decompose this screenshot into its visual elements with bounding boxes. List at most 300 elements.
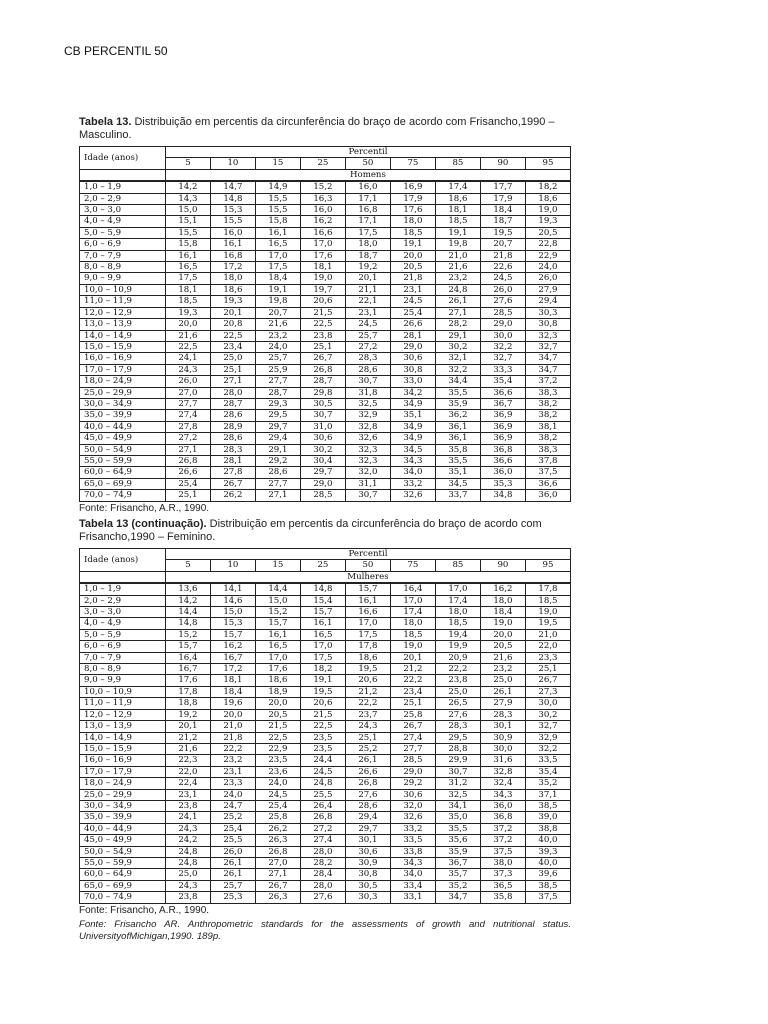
value-cell: 14,2 bbox=[165, 595, 210, 606]
value-cell: 19,4 bbox=[435, 629, 480, 640]
value-cell: 32,7 bbox=[525, 721, 570, 732]
age-cell: 3,0 – 3,0 bbox=[80, 205, 166, 216]
table-row bbox=[80, 629, 571, 640]
value-cell: 38,1 bbox=[525, 421, 570, 432]
value-cell: 33,7 bbox=[435, 490, 480, 501]
value-cell: 20,6 bbox=[345, 675, 390, 686]
value-cell: 24,8 bbox=[300, 778, 345, 789]
value-cell: 28,6 bbox=[210, 433, 255, 444]
value-cell: 26,0 bbox=[525, 273, 570, 284]
age-cell: 8,0 – 8,9 bbox=[80, 262, 166, 273]
value-cell: 27,2 bbox=[345, 341, 390, 352]
age-cell: 12,0 – 12,9 bbox=[80, 307, 166, 318]
value-cell: 30,6 bbox=[390, 789, 435, 800]
value-cell: 21,6 bbox=[165, 330, 210, 341]
value-cell: 22,8 bbox=[525, 239, 570, 250]
value-cell: 21,6 bbox=[255, 319, 300, 330]
value-cell: 26,8 bbox=[300, 812, 345, 823]
value-cell: 23,6 bbox=[255, 766, 300, 777]
value-cell: 28,2 bbox=[300, 857, 345, 868]
value-cell: 28,8 bbox=[435, 743, 480, 754]
value-cell: 37,2 bbox=[480, 823, 525, 834]
value-cell: 17,0 bbox=[390, 595, 435, 606]
value-cell: 20,0 bbox=[210, 709, 255, 720]
value-cell: 19,9 bbox=[435, 641, 480, 652]
value-cell: 36,9 bbox=[480, 433, 525, 444]
value-cell: 30,1 bbox=[345, 835, 390, 846]
value-cell: 25,0 bbox=[435, 686, 480, 697]
percentile-col-header: 10 bbox=[210, 158, 255, 169]
percentile-table-female bbox=[79, 548, 571, 904]
value-cell: 19,8 bbox=[255, 296, 300, 307]
value-cell: 25,1 bbox=[165, 490, 210, 501]
value-cell: 19,0 bbox=[390, 641, 435, 652]
value-cell: 26,7 bbox=[390, 721, 435, 732]
value-cell: 38,8 bbox=[525, 823, 570, 834]
value-cell: 24,0 bbox=[255, 778, 300, 789]
value-cell: 20,6 bbox=[300, 698, 345, 709]
value-cell: 17,6 bbox=[390, 205, 435, 216]
age-cell: 14,0 – 14,9 bbox=[80, 330, 166, 341]
value-cell: 29,0 bbox=[390, 341, 435, 352]
value-cell: 17,7 bbox=[480, 181, 525, 193]
age-cell: 50,0 – 54,9 bbox=[80, 846, 166, 857]
value-cell: 30,0 bbox=[480, 743, 525, 754]
value-cell: 27,4 bbox=[165, 410, 210, 421]
value-cell: 18,2 bbox=[300, 664, 345, 675]
header-row bbox=[80, 549, 571, 560]
value-cell: 24,0 bbox=[210, 789, 255, 800]
age-cell: 18,0 – 24,9 bbox=[80, 778, 166, 789]
value-cell: 27,8 bbox=[165, 421, 210, 432]
value-cell: 18,1 bbox=[300, 262, 345, 273]
age-cell: 12,0 – 12,9 bbox=[80, 709, 166, 720]
value-cell: 21,0 bbox=[435, 250, 480, 261]
table-row bbox=[80, 664, 571, 675]
value-cell: 30,7 bbox=[300, 410, 345, 421]
table-row bbox=[80, 709, 571, 720]
value-cell: 16,8 bbox=[210, 250, 255, 261]
value-cell: 34,3 bbox=[390, 455, 435, 466]
value-cell: 19,5 bbox=[300, 686, 345, 697]
value-cell: 26,8 bbox=[255, 846, 300, 857]
value-cell: 29,4 bbox=[525, 296, 570, 307]
value-cell: 24,1 bbox=[165, 812, 210, 823]
value-cell: 26,8 bbox=[300, 364, 345, 375]
value-cell: 34,0 bbox=[390, 869, 435, 880]
table-row bbox=[80, 789, 571, 800]
value-cell: 17,0 bbox=[300, 641, 345, 652]
value-cell: 18,7 bbox=[480, 216, 525, 227]
value-cell: 15,5 bbox=[255, 193, 300, 204]
age-cell: 7,0 – 7,9 bbox=[80, 250, 166, 261]
percentile-col-header: 15 bbox=[255, 158, 300, 169]
value-cell: 23,1 bbox=[210, 766, 255, 777]
table-source: Fonte: Frisancho, A.R., 1990. bbox=[79, 904, 210, 916]
value-cell: 20,6 bbox=[300, 296, 345, 307]
age-cell: 16,0 – 16,9 bbox=[80, 353, 166, 364]
value-cell: 34,9 bbox=[390, 421, 435, 432]
value-cell: 37,2 bbox=[480, 835, 525, 846]
table-row bbox=[80, 467, 571, 478]
value-cell: 16,6 bbox=[345, 607, 390, 618]
table-row bbox=[80, 595, 571, 606]
value-cell: 32,2 bbox=[525, 743, 570, 754]
value-cell: 22,0 bbox=[525, 641, 570, 652]
value-cell: 28,0 bbox=[210, 387, 255, 398]
page-title: CB PERCENTIL 50 bbox=[64, 44, 168, 58]
value-cell: 24,2 bbox=[165, 835, 210, 846]
value-cell: 29,7 bbox=[300, 467, 345, 478]
value-cell: 16,0 bbox=[210, 227, 255, 238]
value-cell: 21,6 bbox=[435, 262, 480, 273]
value-cell: 34,5 bbox=[435, 478, 480, 489]
value-cell: 35,5 bbox=[435, 387, 480, 398]
value-cell: 38,3 bbox=[525, 387, 570, 398]
value-cell: 23,4 bbox=[390, 686, 435, 697]
value-cell: 23,2 bbox=[210, 755, 255, 766]
value-cell: 16,7 bbox=[165, 664, 210, 675]
age-cell: 9,0 – 9,9 bbox=[80, 273, 166, 284]
value-cell: 27,6 bbox=[300, 892, 345, 903]
value-cell: 21,2 bbox=[165, 732, 210, 743]
value-cell: 21,1 bbox=[345, 284, 390, 295]
value-cell: 20,9 bbox=[435, 652, 480, 663]
value-cell: 38,2 bbox=[525, 398, 570, 409]
value-cell: 18,4 bbox=[210, 686, 255, 697]
value-cell: 30,7 bbox=[345, 376, 390, 387]
table-row bbox=[80, 892, 571, 903]
value-cell: 38,5 bbox=[525, 880, 570, 891]
age-cell: 7,0 – 7,9 bbox=[80, 652, 166, 663]
value-cell: 33,5 bbox=[525, 755, 570, 766]
percentile-col-header: 10 bbox=[210, 560, 255, 571]
value-cell: 17,8 bbox=[525, 583, 570, 595]
value-cell: 18,5 bbox=[435, 618, 480, 629]
value-cell: 28,0 bbox=[300, 846, 345, 857]
age-cell: 40,0 – 44,9 bbox=[80, 823, 166, 834]
value-cell: 22,5 bbox=[210, 330, 255, 341]
value-cell: 27,1 bbox=[255, 490, 300, 501]
group-row bbox=[80, 571, 571, 583]
value-cell: 26,6 bbox=[390, 319, 435, 330]
age-cell: 15,0 – 15,9 bbox=[80, 743, 166, 754]
value-cell: 18,1 bbox=[435, 205, 480, 216]
table-block-female bbox=[79, 518, 571, 943]
age-cell: 5,0 – 5,9 bbox=[80, 629, 166, 640]
value-cell: 28,4 bbox=[300, 869, 345, 880]
value-cell: 22,6 bbox=[480, 262, 525, 273]
value-cell: 19,5 bbox=[345, 664, 390, 675]
table-row bbox=[80, 376, 571, 387]
value-cell: 17,4 bbox=[390, 607, 435, 618]
table-row bbox=[80, 307, 571, 318]
value-cell: 37,5 bbox=[480, 846, 525, 857]
table-row bbox=[80, 398, 571, 409]
table-row bbox=[80, 341, 571, 352]
value-cell: 15,7 bbox=[300, 607, 345, 618]
value-cell: 35,9 bbox=[435, 398, 480, 409]
age-cell: 65,0 – 69,9 bbox=[80, 880, 166, 891]
value-cell: 14,8 bbox=[300, 583, 345, 595]
value-cell: 27,4 bbox=[300, 835, 345, 846]
value-cell: 32,7 bbox=[525, 341, 570, 352]
value-cell: 27,6 bbox=[435, 709, 480, 720]
value-cell: 32,3 bbox=[525, 330, 570, 341]
value-cell: 34,8 bbox=[480, 490, 525, 501]
value-cell: 25,1 bbox=[300, 341, 345, 352]
value-cell: 15,7 bbox=[345, 583, 390, 595]
age-cell: 10,0 – 10,9 bbox=[80, 284, 166, 295]
value-cell: 25,0 bbox=[210, 353, 255, 364]
value-cell: 15,2 bbox=[165, 629, 210, 640]
value-cell: 29,0 bbox=[300, 478, 345, 489]
value-cell: 19,7 bbox=[300, 284, 345, 295]
value-cell: 15,2 bbox=[300, 181, 345, 193]
value-cell: 16,9 bbox=[390, 181, 435, 193]
value-cell: 21,8 bbox=[480, 250, 525, 261]
value-cell: 36,5 bbox=[480, 880, 525, 891]
value-cell: 36,8 bbox=[480, 812, 525, 823]
table-row bbox=[80, 364, 571, 375]
value-cell: 23,2 bbox=[480, 664, 525, 675]
value-cell: 16,2 bbox=[210, 641, 255, 652]
table-caption bbox=[79, 518, 571, 544]
value-cell: 36,1 bbox=[435, 433, 480, 444]
percentile-col-header: 25 bbox=[300, 560, 345, 571]
value-cell: 19,5 bbox=[480, 227, 525, 238]
value-cell: 29,4 bbox=[255, 433, 300, 444]
value-cell: 39,0 bbox=[525, 812, 570, 823]
value-cell: 18,5 bbox=[390, 629, 435, 640]
value-cell: 26,3 bbox=[255, 892, 300, 903]
value-cell: 34,3 bbox=[480, 789, 525, 800]
value-cell: 31,2 bbox=[435, 778, 480, 789]
value-cell: 27,2 bbox=[300, 823, 345, 834]
value-cell: 24,3 bbox=[165, 823, 210, 834]
value-cell: 17,0 bbox=[255, 250, 300, 261]
value-cell: 26,6 bbox=[345, 766, 390, 777]
age-cell: 3,0 – 3,0 bbox=[80, 607, 166, 618]
value-cell: 29,9 bbox=[435, 755, 480, 766]
table-row bbox=[80, 478, 571, 489]
value-cell: 38,2 bbox=[525, 410, 570, 421]
value-cell: 15,0 bbox=[165, 205, 210, 216]
table-row bbox=[80, 732, 571, 743]
table-row bbox=[80, 239, 571, 250]
value-cell: 28,0 bbox=[300, 880, 345, 891]
value-cell: 28,6 bbox=[210, 410, 255, 421]
value-cell: 14,4 bbox=[255, 583, 300, 595]
value-cell: 28,2 bbox=[435, 319, 480, 330]
value-cell: 30,0 bbox=[525, 698, 570, 709]
value-cell: 35,6 bbox=[435, 835, 480, 846]
value-cell: 19,0 bbox=[525, 607, 570, 618]
value-cell: 23,1 bbox=[345, 307, 390, 318]
age-cell: 6,0 – 6,9 bbox=[80, 641, 166, 652]
value-cell: 29,2 bbox=[390, 778, 435, 789]
value-cell: 22,2 bbox=[390, 675, 435, 686]
value-cell: 23,1 bbox=[165, 789, 210, 800]
table-row bbox=[80, 698, 571, 709]
value-cell: 20,1 bbox=[390, 652, 435, 663]
value-cell: 23,8 bbox=[300, 330, 345, 341]
value-cell: 38,3 bbox=[525, 444, 570, 455]
value-cell: 25,1 bbox=[525, 664, 570, 675]
age-cell: 50,0 – 54,9 bbox=[80, 444, 166, 455]
table-row bbox=[80, 652, 571, 663]
value-cell: 32,0 bbox=[390, 800, 435, 811]
value-cell: 32,7 bbox=[480, 353, 525, 364]
value-cell: 18,6 bbox=[210, 284, 255, 295]
value-cell: 24,5 bbox=[300, 766, 345, 777]
value-cell: 32,6 bbox=[390, 812, 435, 823]
value-cell: 32,6 bbox=[390, 490, 435, 501]
value-cell: 30,2 bbox=[435, 341, 480, 352]
value-cell: 15,7 bbox=[255, 618, 300, 629]
table-row bbox=[80, 273, 571, 284]
value-cell: 22,4 bbox=[165, 778, 210, 789]
value-cell: 27,9 bbox=[480, 698, 525, 709]
value-cell: 30,0 bbox=[480, 330, 525, 341]
value-cell: 20,0 bbox=[480, 629, 525, 640]
value-cell: 20,0 bbox=[255, 698, 300, 709]
value-cell: 21,2 bbox=[345, 686, 390, 697]
age-cell: 5,0 – 5,9 bbox=[80, 227, 166, 238]
table-caption bbox=[79, 116, 571, 142]
value-cell: 16,8 bbox=[345, 205, 390, 216]
value-cell: 32,4 bbox=[480, 778, 525, 789]
value-cell: 29,2 bbox=[255, 455, 300, 466]
age-cell: 45,0 – 49,9 bbox=[80, 835, 166, 846]
value-cell: 20,5 bbox=[255, 709, 300, 720]
value-cell: 22,9 bbox=[525, 250, 570, 261]
value-cell: 36,7 bbox=[480, 398, 525, 409]
value-cell: 22,1 bbox=[345, 296, 390, 307]
value-cell: 27,6 bbox=[480, 296, 525, 307]
value-cell: 17,0 bbox=[345, 618, 390, 629]
value-cell: 25,7 bbox=[345, 330, 390, 341]
value-cell: 26,4 bbox=[300, 800, 345, 811]
value-cell: 23,5 bbox=[300, 743, 345, 754]
table-row bbox=[80, 387, 571, 398]
value-cell: 34,7 bbox=[525, 364, 570, 375]
value-cell: 17,1 bbox=[345, 216, 390, 227]
value-cell: 18,6 bbox=[525, 193, 570, 204]
percentile-col-header: 90 bbox=[480, 158, 525, 169]
value-cell: 14,2 bbox=[165, 181, 210, 193]
table-row bbox=[80, 330, 571, 341]
value-cell: 22,0 bbox=[165, 766, 210, 777]
value-cell: 30,4 bbox=[300, 455, 345, 466]
value-cell: 35,4 bbox=[525, 766, 570, 777]
table-row bbox=[80, 812, 571, 823]
age-cell: 4,0 – 4,9 bbox=[80, 618, 166, 629]
value-cell: 17,5 bbox=[345, 227, 390, 238]
value-cell: 16,7 bbox=[210, 652, 255, 663]
value-cell: 36,6 bbox=[480, 387, 525, 398]
value-cell: 19,0 bbox=[480, 618, 525, 629]
value-cell: 28,6 bbox=[345, 364, 390, 375]
percentile-col-header: 95 bbox=[525, 158, 570, 169]
table-row bbox=[80, 618, 571, 629]
percentile-col-header: 90 bbox=[480, 560, 525, 571]
value-cell: 32,3 bbox=[345, 444, 390, 455]
age-cell: 11,0 – 11,9 bbox=[80, 698, 166, 709]
value-cell: 18,0 bbox=[390, 216, 435, 227]
value-cell: 19,1 bbox=[435, 227, 480, 238]
value-cell: 17,5 bbox=[255, 262, 300, 273]
value-cell: 16,1 bbox=[345, 595, 390, 606]
value-cell: 25,7 bbox=[210, 880, 255, 891]
value-cell: 28,5 bbox=[480, 307, 525, 318]
value-cell: 30,6 bbox=[345, 846, 390, 857]
value-cell: 15,3 bbox=[210, 205, 255, 216]
value-cell: 27,7 bbox=[255, 478, 300, 489]
value-cell: 22,5 bbox=[300, 319, 345, 330]
value-cell: 33,2 bbox=[390, 478, 435, 489]
value-cell: 16,3 bbox=[300, 193, 345, 204]
table-row bbox=[80, 835, 571, 846]
value-cell: 26,7 bbox=[255, 880, 300, 891]
value-cell: 18,0 bbox=[480, 595, 525, 606]
value-cell: 23,5 bbox=[255, 755, 300, 766]
value-cell: 18,5 bbox=[165, 296, 210, 307]
value-cell: 38,2 bbox=[525, 433, 570, 444]
value-cell: 25,3 bbox=[210, 892, 255, 903]
value-cell: 24,8 bbox=[165, 857, 210, 868]
value-cell: 19,1 bbox=[390, 239, 435, 250]
value-cell: 34,5 bbox=[390, 444, 435, 455]
value-cell: 31,1 bbox=[345, 478, 390, 489]
value-cell: 34,4 bbox=[435, 376, 480, 387]
value-cell: 14,4 bbox=[165, 607, 210, 618]
value-cell: 35,2 bbox=[435, 880, 480, 891]
table-row bbox=[80, 583, 571, 595]
value-cell: 18,0 bbox=[345, 239, 390, 250]
value-cell: 18,1 bbox=[165, 284, 210, 295]
value-cell: 24,1 bbox=[165, 353, 210, 364]
value-cell: 27,9 bbox=[525, 284, 570, 295]
percentile-col-header: 75 bbox=[390, 560, 435, 571]
value-cell: 18,4 bbox=[255, 273, 300, 284]
table-row bbox=[80, 823, 571, 834]
value-cell: 16,5 bbox=[255, 239, 300, 250]
value-cell: 36,0 bbox=[525, 490, 570, 501]
value-cell: 19,5 bbox=[525, 618, 570, 629]
value-cell: 23,2 bbox=[255, 330, 300, 341]
value-cell: 26,1 bbox=[480, 686, 525, 697]
value-cell: 25,8 bbox=[390, 709, 435, 720]
value-cell: 36,9 bbox=[480, 410, 525, 421]
value-cell: 26,1 bbox=[345, 755, 390, 766]
value-cell: 24,3 bbox=[345, 721, 390, 732]
value-cell: 21,8 bbox=[390, 273, 435, 284]
value-cell: 14,8 bbox=[210, 193, 255, 204]
value-cell: 28,3 bbox=[345, 353, 390, 364]
value-cell: 25,5 bbox=[210, 835, 255, 846]
value-cell: 25,1 bbox=[210, 364, 255, 375]
percentile-col-header: 15 bbox=[255, 560, 300, 571]
value-cell: 18,2 bbox=[525, 181, 570, 193]
table-source: Fonte: Frisancho, A.R., 1990. bbox=[79, 502, 210, 514]
value-cell: 18,6 bbox=[435, 193, 480, 204]
value-cell: 17,5 bbox=[300, 652, 345, 663]
value-cell: 18,4 bbox=[480, 607, 525, 618]
value-cell: 19,3 bbox=[165, 307, 210, 318]
value-cell: 22,3 bbox=[165, 755, 210, 766]
value-cell: 26,7 bbox=[525, 675, 570, 686]
